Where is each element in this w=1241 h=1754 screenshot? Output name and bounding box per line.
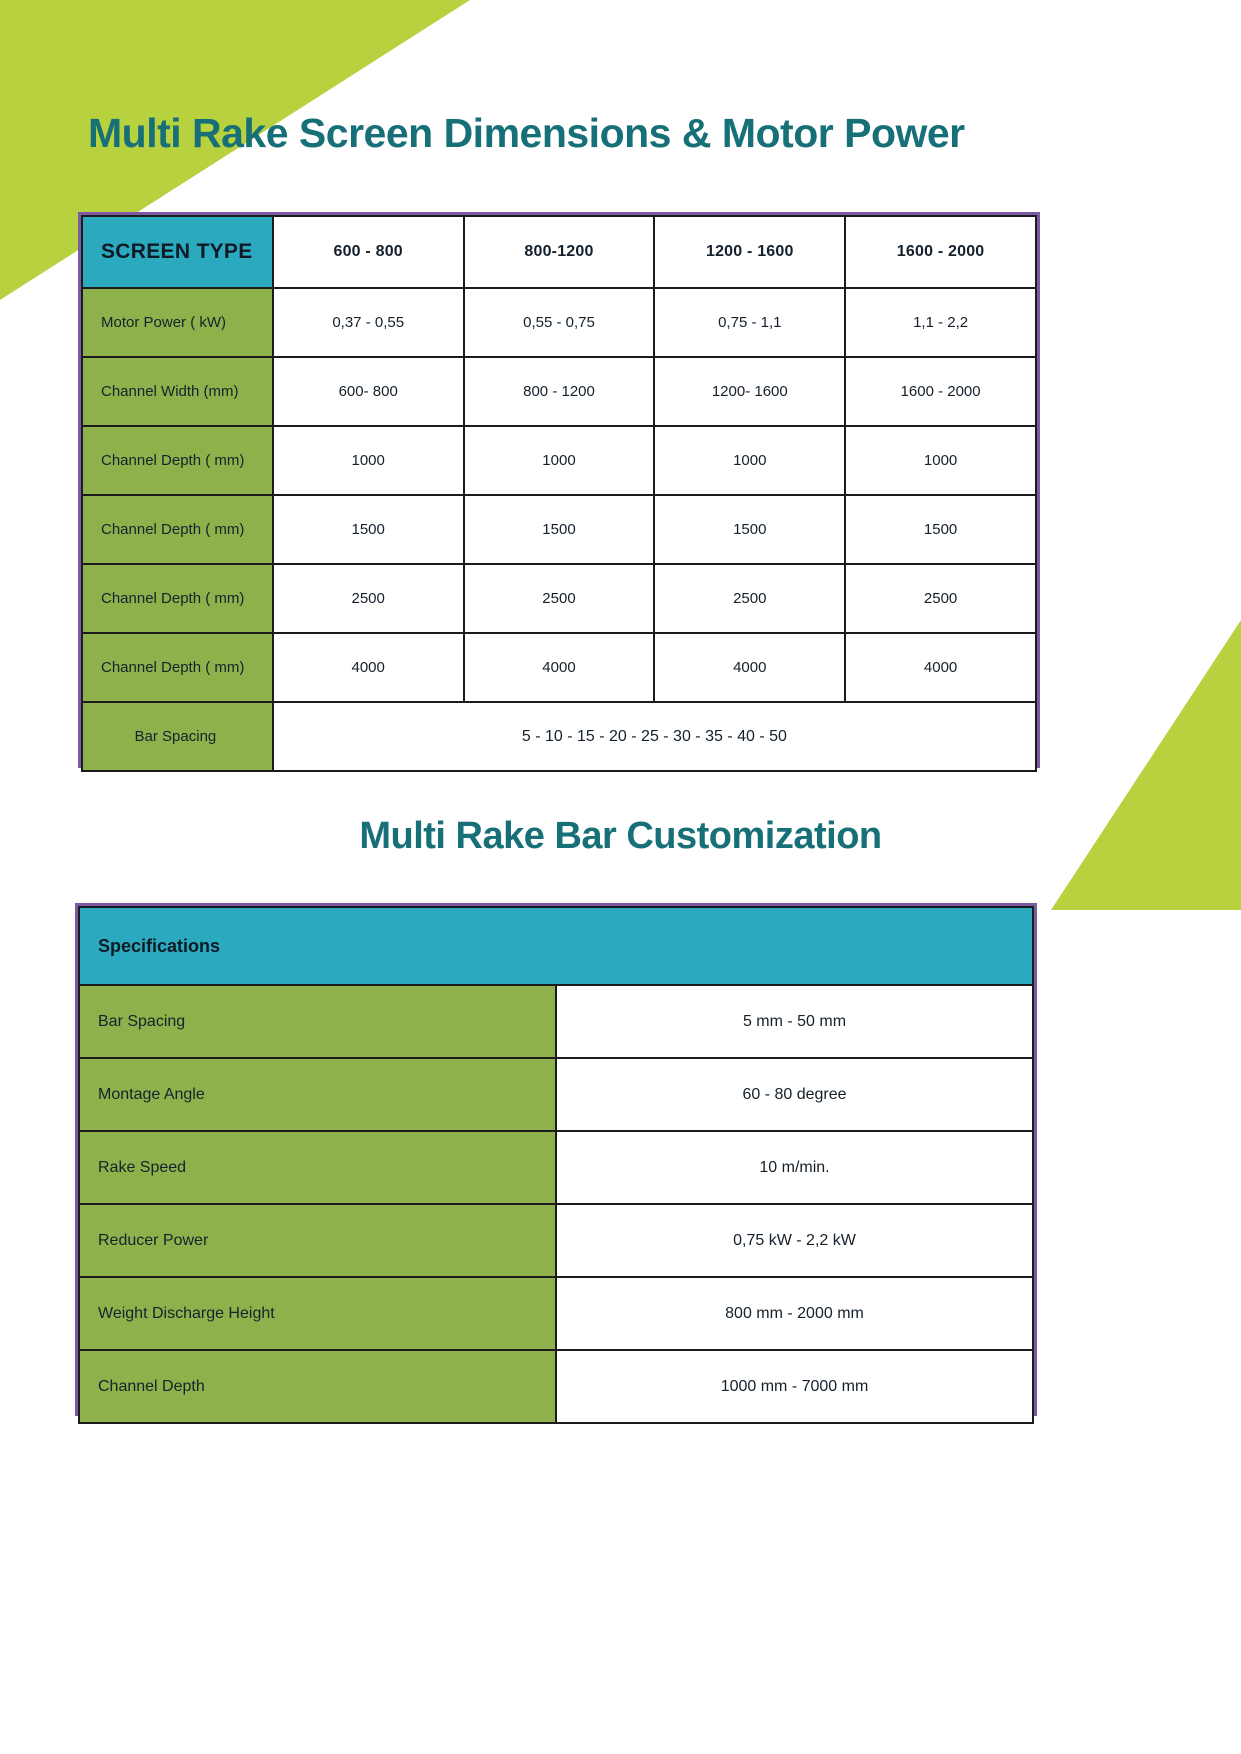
decorative-green-triangle-right [1051,620,1241,910]
table-row [79,985,1033,1058]
cell-value: 4000 [845,633,1036,702]
table-row [82,426,1036,495]
cell-value: 1600 - 2000 [845,357,1036,426]
bar-spacing-value: 5 - 10 - 15 - 20 - 25 - 30 - 35 - 40 - 50 [273,702,1036,771]
row-label: Motor Power ( kW) [82,288,273,357]
spec-value: 1000 mm - 7000 mm [556,1350,1033,1423]
screen-type-header-cell: SCREEN TYPE [82,216,273,288]
cell-value: 2500 [464,564,655,633]
cell-value: 1500 [273,495,464,564]
spec-value: 0,75 kW - 2,2 kW [556,1204,1033,1277]
cell-value: 2500 [273,564,464,633]
row-label: Channel Depth ( mm) [82,426,273,495]
spec-label: Bar Spacing [79,985,556,1058]
row-label: Channel Depth ( mm) [82,495,273,564]
cell-value: 2500 [654,564,845,633]
table-row [79,1058,1033,1131]
cell-value: 0,75 - 1,1 [654,288,845,357]
bar-customization-grid [78,906,1034,1424]
spec-label: Rake Speed [79,1131,556,1204]
table-row [82,564,1036,633]
screen-dimensions-table [78,212,1040,768]
cell-value: 4000 [273,633,464,702]
bar-customization-table [75,903,1037,1416]
cell-value: 0,55 - 0,75 [464,288,655,357]
cell-value: 600- 800 [273,357,464,426]
cell-value: 0,37 - 0,55 [273,288,464,357]
row-label: Channel Depth ( mm) [82,564,273,633]
page-title-screen-dimensions: Multi Rake Screen Dimensions & Motor Power [88,110,965,156]
spec-value: 800 mm - 2000 mm [556,1277,1033,1350]
table-row [79,1131,1033,1204]
column-header-2: 800-1200 [464,216,655,288]
table-row [82,633,1036,702]
cell-value: 800 - 1200 [464,357,655,426]
spec-label: Weight Discharge Height [79,1277,556,1350]
cell-value: 4000 [654,633,845,702]
table-row [79,1277,1033,1350]
table-row [82,495,1036,564]
screen-dimensions-grid [81,215,1037,772]
table-row [82,288,1036,357]
cell-value: 1000 [273,426,464,495]
table-row [82,357,1036,426]
bar-spacing-label: Bar Spacing [82,702,273,771]
cell-value: 1500 [845,495,1036,564]
specifications-header-row [79,907,1033,985]
cell-value: 1000 [845,426,1036,495]
cell-value: 1000 [654,426,845,495]
spec-label: Reducer Power [79,1204,556,1277]
bar-spacing-row [82,702,1036,771]
table-row [79,1350,1033,1423]
spec-value: 60 - 80 degree [556,1058,1033,1131]
spec-value: 10 m/min. [556,1131,1033,1204]
cell-value: 2500 [845,564,1036,633]
cell-value: 1,1 - 2,2 [845,288,1036,357]
column-header-3: 1200 - 1600 [654,216,845,288]
spec-value: 5 mm - 50 mm [556,985,1033,1058]
column-header-4: 1600 - 2000 [845,216,1036,288]
page-title-bar-customization: Multi Rake Bar Customization [359,815,882,857]
cell-value: 1200- 1600 [654,357,845,426]
spec-label: Montage Angle [79,1058,556,1131]
table-header-row [82,216,1036,288]
row-label: Channel Depth ( mm) [82,633,273,702]
cell-value: 4000 [464,633,655,702]
cell-value: 1500 [464,495,655,564]
cell-value: 1500 [654,495,845,564]
spec-label: Channel Depth [79,1350,556,1423]
cell-value: 1000 [464,426,655,495]
table-row [79,1204,1033,1277]
specifications-header-cell: Specifications [79,907,1033,985]
column-header-1: 600 - 800 [273,216,464,288]
row-label: Channel Width (mm) [82,357,273,426]
